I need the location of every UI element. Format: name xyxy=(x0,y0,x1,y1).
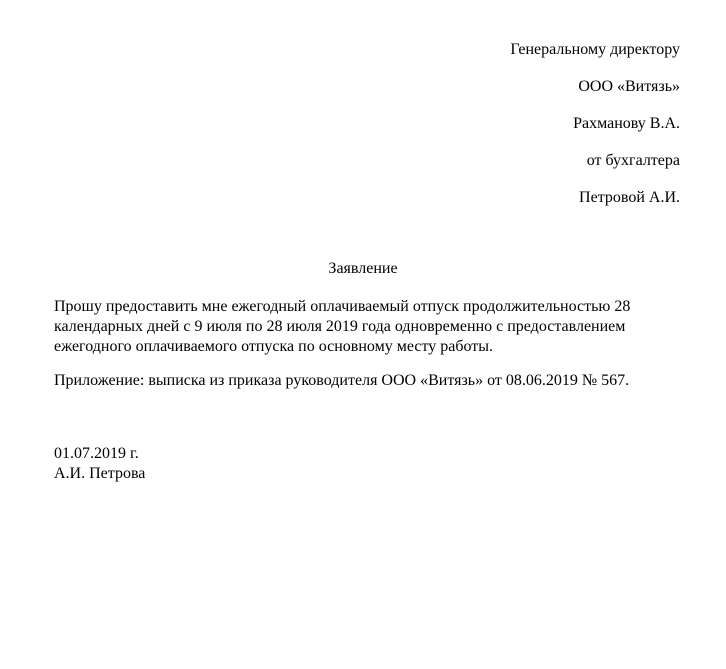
addressee-recipient-name: Рахманову В.А. xyxy=(573,115,680,132)
attachment-line: Приложение: выписка из приказа руководителя ООО «Витязь» от 08.06.2019 № 567. xyxy=(54,372,630,389)
date-line: 01.07.2019 г. xyxy=(54,445,139,462)
signature-block xyxy=(54,444,145,484)
document-title: Заявление xyxy=(328,260,398,277)
addressee-recipient-title: Генеральному директору xyxy=(510,41,680,58)
addressee-sender-name: Петровой А.И. xyxy=(579,189,680,206)
signature-line: А.И. Петрова xyxy=(54,465,146,482)
addressee-company: ООО «Витязь» xyxy=(578,78,680,95)
addressee-sender-position: от бухгалтера xyxy=(586,152,680,169)
addressee-block xyxy=(510,31,680,216)
body-paragraph: Прошу предоставить мне ежегодный оплачиваемый отпуск продолжительностью 28 календарных дней с 9 июля по 28 июля 2019 года одновременно с предоставлением ежегодного оплачиваемого отпуска по основному месту работы. xyxy=(54,298,631,355)
